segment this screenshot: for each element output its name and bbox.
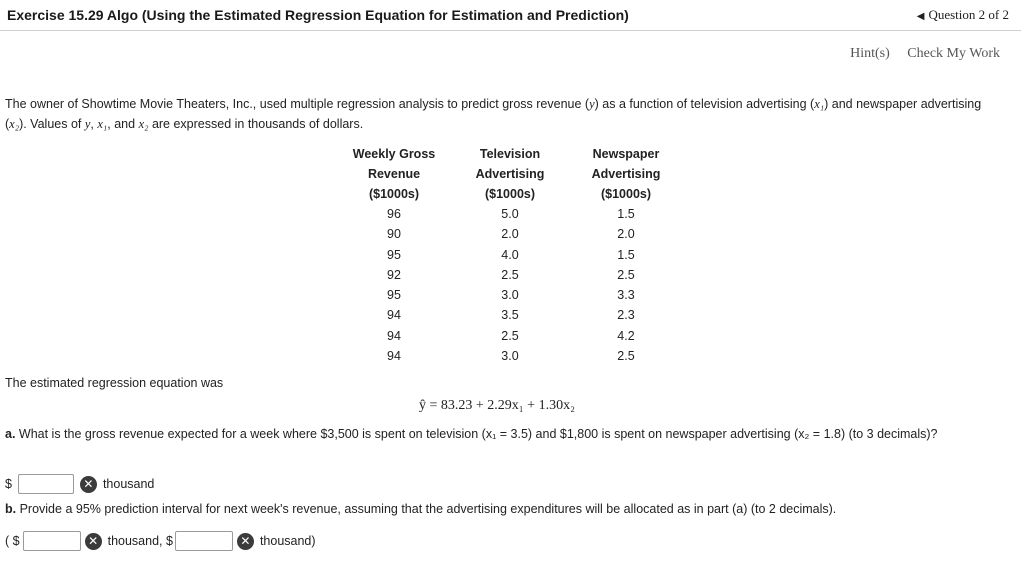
var-x2: x₂ [138,117,149,131]
table-row: 94 2.5 4.2 [387,328,635,343]
header-newspaper: Newspaper Advertising ($1000s) [591,147,661,201]
table-row: 92 2.5 2.5 [387,267,635,282]
table-row: 94 3.0 2.5 [387,349,635,364]
x-circle-icon: ✕ [80,476,97,493]
intro-text-2: ) as a function of television advertising ( [594,97,815,111]
exercise-header [0,0,1021,31]
intro-text-7: are expressed in thousands of dollars. [148,117,364,131]
var-y: y [589,97,595,111]
table-row: 96 5.0 1.5 [387,207,635,221]
problem-intro [5,94,1005,134]
header-television: Television Advertising ($1000s) [475,147,545,201]
table-row: 94 3.5 2.3 [387,308,635,323]
intro-text-4: ). Values of [19,117,85,131]
regression-equation: ŷ = 83.23 + 2.29x₁ + 1.30x₂ [419,398,575,413]
question-b-text: Provide a 95% prediction interval for next week's revenue, assuming that the advertising expenditures will be allocated as in part (a) (to 2 decimals). [16,502,837,516]
data-table [340,144,680,366]
var-x1: x₁ [814,97,825,111]
answer-b-row [5,531,316,551]
header-weekly-gross: Weekly Gross Revenue ($1000s) [352,147,436,201]
question-b [5,502,836,516]
interval-suffix: thousand) [259,534,316,548]
table-row: 90 2.0 2.0 [387,227,635,242]
triangle-left-icon[interactable]: ◀ [916,11,925,22]
table-row: 95 4.0 1.5 [387,247,635,262]
var-x2: x₂ [9,117,20,131]
hints-link[interactable]: Hint(s) [850,46,890,61]
interval-mid-text: thousand, $ [107,534,173,548]
var-x1: x₁ [97,117,108,131]
intro-text-6: , and [107,117,139,131]
answer-a-input[interactable] [18,474,74,494]
table-row: 95 3.0 3.3 [387,288,635,303]
table-header-row [340,144,680,204]
question-a-text: What is the gross revenue expected for a week where $3,500 is spent on television (x₁ = 3.5) and $1,800 is spent on newspaper advertising (x₂ = 1.8) (to 3 decimals)? [15,427,938,441]
var-y: y [84,117,91,131]
question-nav[interactable] [917,7,1009,23]
estimated-equation-label: The estimated regression equation was [5,376,224,390]
interval-prefix: ( $ [5,534,20,548]
check-my-work-link[interactable]: Check My Work [907,46,1000,61]
question-nav-label: Question 2 of 2 [928,7,1009,22]
lower-bound-input[interactable] [23,531,81,551]
answer-a-row [5,474,154,494]
intro-text-3: ) and newspaper advertising ( [5,97,982,131]
toolbar-links [836,46,1000,62]
question-a [5,424,1005,444]
intro-text-5: , [90,117,98,131]
answer-a-unit: thousand [102,477,155,491]
dollar-prefix: $ [5,477,12,491]
upper-bound-input[interactable] [175,531,233,551]
x-circle-icon: ✕ [85,533,102,550]
question-b-label: b. [5,502,17,516]
intro-text-1: The owner of Showtime Movie Theaters, Inc., used multiple regression analysis to predict gross revenue ( [5,97,590,111]
question-a-label: a. [5,427,16,441]
x-circle-icon: ✕ [237,533,254,550]
exercise-title: Exercise 15.29 Algo (Using the Estimated Regression Equation for Estimation and Prediction) [7,7,629,23]
